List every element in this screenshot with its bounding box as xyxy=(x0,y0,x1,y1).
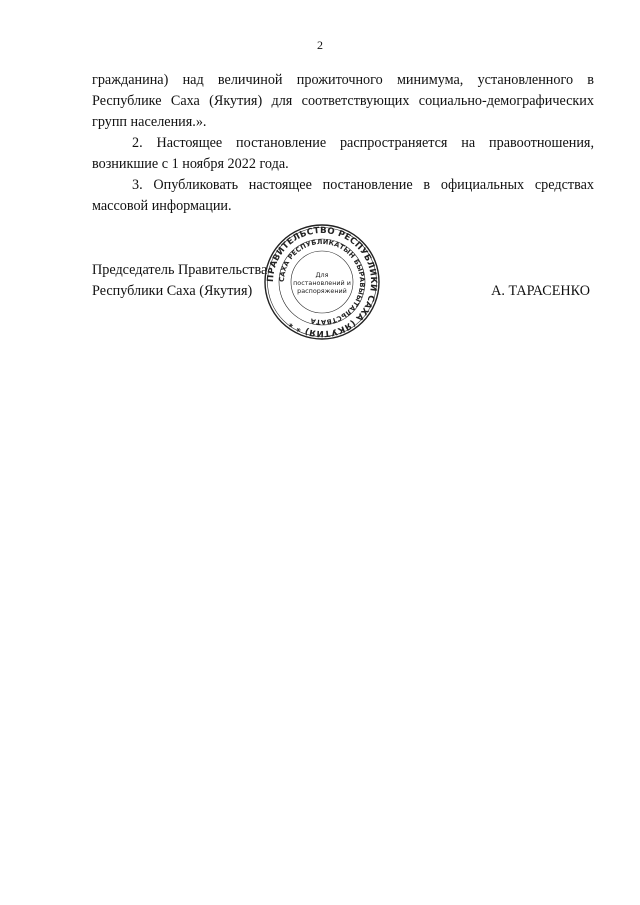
page-number: 2 xyxy=(317,38,323,52)
official-seal xyxy=(262,222,382,342)
signature-block xyxy=(92,225,594,339)
seal-graphic xyxy=(262,222,382,342)
paragraph-3: 3. Опубликовать настоящее постановление в официальных средствах массовой информации. xyxy=(92,177,594,214)
seal-center-line-3: распоряжений xyxy=(297,287,347,295)
signatory-name: А. ТАРАСЕНКО xyxy=(491,283,590,299)
paragraph-continuation: гражданина) над величиной прожиточного минимума, установленного в Республике Саха (Якутия) для соответствующих социально-демографических групп населения.». xyxy=(92,72,594,130)
paragraph-2: 2. Настоящее постановление распространяется на правоотношения, возникшие с 1 ноября 2022 года. xyxy=(92,135,594,172)
seal-center-line-2: постановлений и xyxy=(293,279,351,287)
seal-outer-text: ПРАВИТЕЛЬСТВО РЕСПУБЛИКИ САХА (ЯКУТИЯ) * * xyxy=(265,225,379,339)
signatory-position-line-2: Республики Саха (Якутия) xyxy=(92,283,253,299)
signatory-position xyxy=(92,260,267,302)
document-body xyxy=(92,70,594,217)
seal-inner-text: САХА РЕСПУБЛИКАТЫН БЫРАВЫЫТАЛЬСТВАТА xyxy=(277,237,367,327)
signatory-position-line-1: Председатель Правительства xyxy=(92,262,268,278)
seal-center-line-1: Для xyxy=(315,271,329,279)
